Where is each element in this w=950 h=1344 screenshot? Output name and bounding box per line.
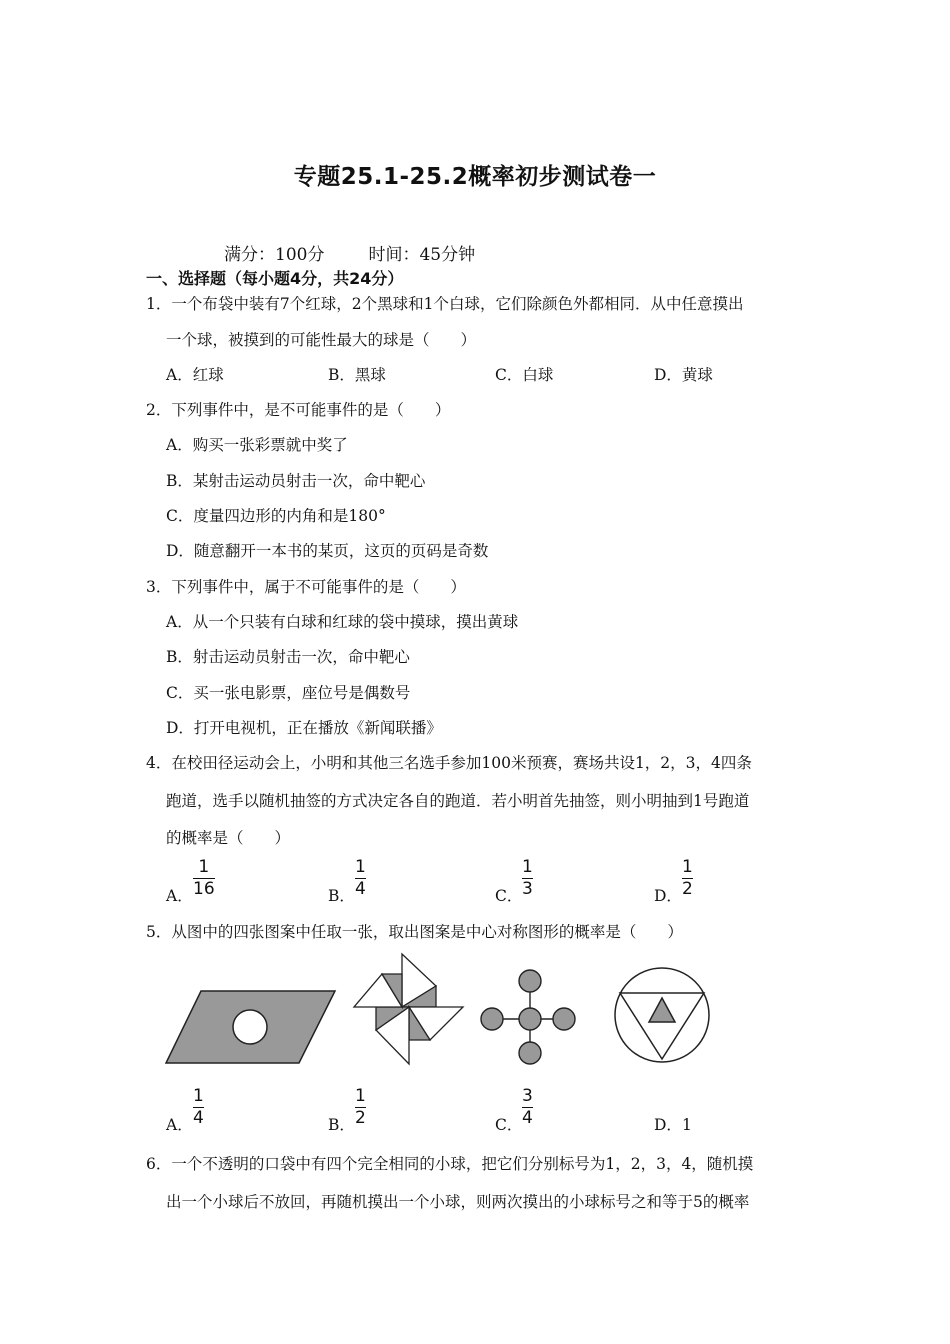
- q3-option-a: A．从一个只装有白球和红球的袋中摸球，摸出黄球: [166, 613, 519, 631]
- q1-option-b: B．黑球: [328, 366, 386, 384]
- q4-option-a-fraction: [193, 858, 215, 899]
- q2-option-c: C．度量四边形的内角和是180°: [166, 507, 386, 525]
- q6-line2: 出一个小球后不放回，再随机摸出一个小球，则两次摸出的小球标号之和等于5的概率: [166, 1193, 750, 1211]
- q5-option-b-letter: B．: [328, 1116, 355, 1134]
- q3-option-d: D．打开电视机，正在播放《新闻联播》: [166, 719, 442, 737]
- q3-option-b: B．射击运动员射击一次，命中靶心: [166, 648, 410, 666]
- q4-option-c-letter: C．: [495, 887, 523, 905]
- q5-option-d-value: 1: [681, 1116, 692, 1134]
- figure-parallelogram: [163, 985, 338, 1067]
- denominator: 3: [522, 879, 533, 900]
- denominator: 4: [193, 1108, 204, 1129]
- figure-circles: [478, 965, 578, 1067]
- denominator: 2: [355, 1108, 366, 1129]
- q1-line1: 1．一个布袋中装有7个红球，2个黑球和1个白球，它们除颜色外都相同．从中任意摸出: [146, 295, 744, 313]
- page-title: 专题25.1-25.2概率初步测试卷一: [293, 164, 657, 190]
- q2-option-d: D．随意翻开一本书的某页，这页的页码是奇数: [166, 542, 489, 560]
- q4-line3: 的概率是（ ）: [166, 829, 291, 847]
- q5-option-c-fraction: [522, 1087, 533, 1128]
- denominator: 2: [682, 879, 693, 900]
- q5-option-a-fraction: [193, 1087, 204, 1128]
- q5-option-d: [654, 1113, 692, 1135]
- numerator: 1: [355, 1086, 366, 1106]
- denominator: 4: [522, 1108, 533, 1129]
- q4-option-c-fraction: [522, 858, 533, 899]
- numerator: 1: [522, 857, 533, 877]
- q4-option-b-fraction: [355, 858, 366, 899]
- q2-option-a: A．购买一张彩票就中奖了: [166, 436, 348, 454]
- q1-option-d: D．黄球: [654, 366, 713, 384]
- figure-circle-triangle: [610, 963, 714, 1067]
- q3-option-c: C．买一张电影票，座位号是偶数号: [166, 684, 411, 702]
- q1-line2: 一个球，被摸到的可能性最大的球是（ ）: [166, 331, 477, 349]
- q6-line1: 6．一个不透明的口袋中有四个完全相同的小球，把它们分别标号为1，2，3，4，随机摸: [146, 1155, 754, 1173]
- numerator: 1: [355, 857, 366, 877]
- denominator: 16: [193, 879, 215, 900]
- q2-line1: 2．下列事件中，是不可能事件的是（ ）: [146, 401, 451, 419]
- q4-line1: 4．在校田径运动会上，小明和其他三名选手参加100米预赛，赛场共设1，2，3，4四条: [146, 754, 752, 772]
- q4-option-d-fraction: [682, 858, 693, 899]
- figure-pinwheel: [352, 950, 467, 1068]
- q5-option-b-fraction: [355, 1087, 366, 1128]
- q5-option-c-letter: C．: [495, 1116, 523, 1134]
- q4-line2: 跑道，选手以随机抽签的方式决定各自的跑道．若小明首先抽签，则小明抽到1号跑道: [166, 792, 750, 810]
- full-score: 满分：100分: [224, 245, 325, 265]
- q4-option-b-letter: B．: [328, 887, 355, 905]
- q4-option-a-letter: A．: [166, 887, 193, 905]
- q2-option-b: B．某射击运动员射击一次，命中靶心: [166, 472, 426, 490]
- exam-meta: [224, 240, 519, 265]
- q1-option-a: A．红球: [166, 366, 224, 384]
- numerator: 3: [522, 1086, 533, 1106]
- q3-line1: 3．下列事件中，属于不可能事件的是（ ）: [146, 578, 466, 596]
- section-heading: 一、选择题（每小题4分，共24分）: [146, 269, 404, 288]
- numerator: 1: [198, 857, 210, 877]
- q4-option-d-letter: D．: [654, 887, 682, 905]
- q1-option-c: C．白球: [495, 366, 554, 384]
- numerator: 1: [682, 857, 693, 877]
- numerator: 1: [193, 1086, 204, 1106]
- time-limit: 时间：45分钟: [368, 245, 476, 265]
- q5-line1: 5．从图中的四张图案中任取一张，取出图案是中心对称图形的概率是（ ）: [146, 923, 683, 941]
- q5-option-d-letter: D．: [654, 1116, 682, 1134]
- q5-option-a-letter: A．: [166, 1116, 193, 1134]
- denominator: 4: [355, 879, 366, 900]
